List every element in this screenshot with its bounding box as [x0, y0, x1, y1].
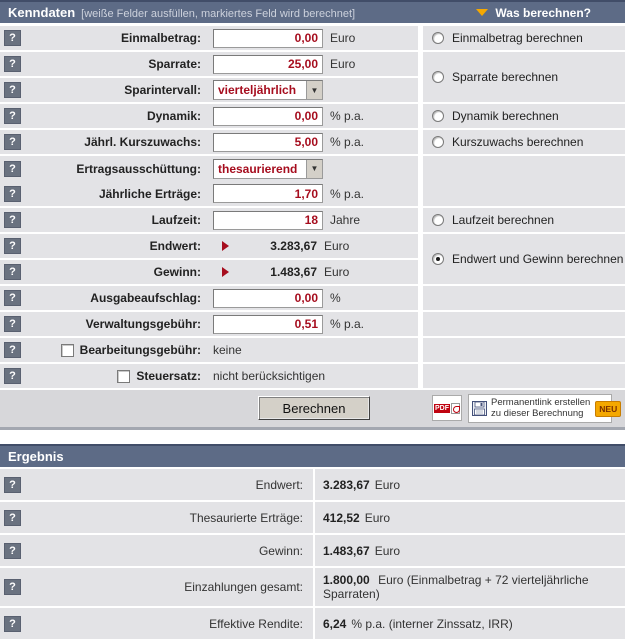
radio-icon[interactable]: [432, 136, 444, 148]
result-einzahlungen-label: Einzahlungen gesamt:: [184, 580, 303, 594]
gewinn-computed-value: 1.483,67: [270, 265, 317, 279]
help-icon[interactable]: ?: [4, 186, 21, 202]
action-bar: [0, 390, 625, 427]
row-jaehrliche-ertraege: [0, 181, 418, 206]
ertragsausschuettung-label: Ertragsausschüttung:: [76, 161, 201, 176]
radio-dynamik-berechnen[interactable]: Dynamik berechnen: [423, 104, 625, 128]
option-endwert-gewinn: [423, 234, 625, 284]
chevron-down-icon: [476, 9, 488, 16]
row-einmalbetrag: [0, 26, 418, 50]
fields-column: [0, 26, 418, 390]
option-spacer: [423, 364, 625, 388]
row-steuersatz: [0, 364, 418, 388]
row-ertragsausschuettung: [0, 156, 418, 181]
laufzeit-input[interactable]: [213, 211, 323, 230]
kenndaten-subtitle: [weiße Felder ausfüllen, markiertes Feld wird berechnet]: [81, 8, 356, 20]
result-thesaurierte-label: Thesaurierte Erträge:: [189, 510, 303, 525]
row-endwert: [0, 234, 418, 258]
help-icon[interactable]: ?: [4, 238, 21, 254]
row-sparintervall: [0, 78, 418, 102]
sparrate-label: Sparrate:: [148, 57, 201, 71]
ertragsausschuettung-selected-value: thesaurierend: [218, 161, 298, 176]
option-spacer: [423, 338, 625, 362]
result-gewinn-value: 1.483,67: [323, 543, 370, 558]
help-icon[interactable]: ?: [4, 342, 21, 358]
berechnen-options-column: [423, 26, 625, 390]
gewinn-label: Gewinn:: [153, 265, 201, 279]
result-row-gewinn: [0, 535, 625, 566]
steuersatz-checkbox[interactable]: [117, 370, 130, 383]
sparrate-unit: Euro: [330, 57, 356, 71]
radio-icon[interactable]: [432, 214, 444, 226]
einmalbetrag-unit: Euro: [330, 31, 356, 45]
section-divider: [0, 427, 625, 430]
pdf-export-button[interactable]: [432, 395, 462, 421]
ergebnis-title: Ergebnis: [8, 449, 64, 464]
help-icon[interactable]: ?: [4, 316, 21, 332]
kurszuwachs-label: Jährl. Kurszuwachs:: [84, 135, 201, 149]
result-row-einzahlungen: [0, 568, 625, 606]
result-rendite-label: Effektive Rendite:: [209, 616, 303, 631]
result-rendite-unit: % p.a. (interner Zinssatz, IRR): [351, 616, 513, 631]
dynamik-label: Dynamik:: [146, 109, 201, 123]
option-spacer: [423, 286, 625, 310]
help-icon[interactable]: ?: [4, 543, 21, 559]
ausgabeaufschlag-label: Ausgabeaufschlag:: [90, 291, 201, 305]
kenndaten-body: [0, 26, 625, 390]
row-verwaltungsgebuehr: [0, 312, 418, 336]
dropdown-arrow-icon[interactable]: ▼: [306, 160, 322, 178]
neu-badge: NEU: [595, 401, 621, 417]
einmalbetrag-input[interactable]: [213, 29, 323, 48]
row-laufzeit: [0, 208, 418, 232]
kurszuwachs-unit: % p.a.: [330, 135, 365, 149]
ausgabeaufschlag-unit: %: [330, 291, 341, 305]
option-kurszuwachs: [423, 130, 625, 154]
steuersatz-label: Steuersatz:: [136, 369, 201, 383]
result-endwert-unit: Euro: [374, 477, 401, 492]
row-kurszuwachs: [0, 130, 418, 154]
radio-endwert-gewinn-berechnen[interactable]: Endwert und Gewinn berechnen: [423, 234, 625, 284]
radio-icon[interactable]: [432, 32, 444, 44]
option-laufzeit: [423, 208, 625, 232]
permanentlink-line2: zu dieser Berechnung: [491, 407, 584, 419]
result-einzahlungen-value: 1.800,00: [323, 573, 370, 587]
sparrate-input[interactable]: [213, 55, 323, 74]
verwaltungsgebuehr-unit: % p.a.: [330, 317, 365, 331]
jaehrliche-ertraege-label: Jährliche Erträge:: [98, 186, 201, 201]
bearbeitungsgebuehr-label: Bearbeitungsgebühr:: [79, 343, 201, 357]
permanentlink-button[interactable]: [468, 394, 618, 423]
help-icon[interactable]: ?: [4, 134, 21, 150]
laufzeit-unit: Jahre: [330, 213, 361, 227]
row-ertraege-group: [0, 156, 418, 206]
result-row-thesaurierte-ertraege: [0, 502, 625, 533]
help-icon[interactable]: ?: [4, 108, 21, 124]
radio-einmalbetrag-berechnen[interactable]: Einmalbetrag berechnen: [423, 26, 625, 50]
option-spacer: [423, 312, 625, 336]
row-sparrate: [0, 52, 418, 76]
help-icon[interactable]: ?: [4, 82, 21, 98]
result-thesaurierte-unit: Euro: [364, 510, 391, 525]
option-sparrate: [423, 52, 625, 102]
radio-kurszuwachs-berechnen[interactable]: Kurszuwachs berechnen: [423, 130, 625, 154]
row-ausgabeaufschlag: [0, 286, 418, 310]
radio-icon[interactable]: [432, 110, 444, 122]
jaehrliche-ertraege-input[interactable]: [213, 184, 323, 203]
was-berechnen-toggle[interactable]: [476, 6, 591, 20]
help-icon[interactable]: ?: [4, 579, 21, 595]
help-icon[interactable]: ?: [4, 212, 21, 228]
result-rendite-value: 6,24: [323, 616, 347, 631]
ergebnis-header: [0, 444, 625, 467]
kenndaten-header: [0, 0, 625, 23]
calculated-marker-icon: [222, 241, 229, 251]
kenndaten-title: Kenndaten: [8, 5, 76, 20]
radio-icon[interactable]: [432, 253, 444, 265]
help-icon[interactable]: ?: [4, 264, 21, 280]
calculated-marker-icon: [222, 267, 229, 277]
was-berechnen-label: Was berechnen?: [495, 5, 591, 20]
einmalbetrag-label: Einmalbetrag:: [120, 31, 201, 45]
help-icon[interactable]: ?: [4, 368, 21, 384]
sparintervall-select[interactable]: [213, 80, 323, 100]
steuersatz-value: nicht berücksichtigen: [213, 369, 326, 383]
help-icon[interactable]: ?: [4, 616, 21, 632]
result-einzahlungen-unit: Euro (Einmalbetrag + 72 vierteljährliche Sparraten): [323, 573, 589, 601]
pdf-icon: PDF: [435, 404, 449, 412]
ausgabeaufschlag-input[interactable]: [213, 289, 323, 308]
jaehrliche-ertraege-unit: % p.a.: [330, 186, 365, 201]
result-gewinn-label: Gewinn:: [258, 543, 303, 558]
row-gewinn: [0, 260, 418, 284]
ertragsausschuettung-select[interactable]: [213, 159, 323, 179]
radio-icon[interactable]: [432, 71, 444, 83]
verwaltungsgebuehr-input[interactable]: [213, 315, 323, 334]
dynamik-unit: % p.a.: [330, 109, 365, 123]
sparintervall-selected-value: vierteljährlich: [218, 83, 297, 97]
sparintervall-label: Sparintervall:: [124, 83, 201, 97]
option-spacer: [423, 156, 625, 206]
bearbeitungsgebuehr-checkbox[interactable]: [61, 344, 74, 357]
save-disk-icon: [472, 401, 487, 416]
endwert-computed-value: 3.283,67: [270, 239, 317, 253]
help-icon[interactable]: ?: [4, 56, 21, 72]
gewinn-unit: Euro: [324, 265, 350, 279]
bearbeitungsgebuehr-value: keine: [213, 343, 242, 357]
result-endwert-label: Endwert:: [255, 477, 303, 492]
permanentlink-line1: Permanentlink erstellen: [491, 396, 591, 408]
endwert-unit: Euro: [324, 239, 350, 253]
help-icon[interactable]: ?: [4, 30, 21, 46]
result-row-endwert: [0, 469, 625, 500]
kurszuwachs-input[interactable]: [213, 133, 323, 152]
berechnen-button[interactable]: Berechnen: [258, 396, 370, 420]
endwert-label: Endwert:: [149, 239, 201, 253]
result-thesaurierte-value: 412,52: [323, 510, 360, 525]
radio-sparrate-berechnen[interactable]: Sparrate berechnen: [423, 52, 625, 102]
option-dynamik: [423, 104, 625, 128]
help-icon[interactable]: ?: [4, 161, 21, 177]
ergebnis-section: [0, 444, 625, 639]
option-einmalbetrag: [423, 26, 625, 50]
verwaltungsgebuehr-label: Verwaltungsgebühr:: [85, 317, 201, 331]
dropdown-arrow-icon[interactable]: ▼: [306, 81, 322, 99]
result-endwert-value: 3.283,67: [323, 477, 370, 492]
row-dynamik: [0, 104, 418, 128]
help-icon[interactable]: ?: [4, 477, 21, 493]
laufzeit-label: Laufzeit:: [151, 213, 201, 227]
result-gewinn-unit: Euro: [374, 543, 401, 558]
result-row-effektive-rendite: [0, 608, 625, 639]
row-bearbeitungsgebuehr: [0, 338, 418, 362]
help-icon[interactable]: ?: [4, 290, 21, 306]
dynamik-input[interactable]: [213, 107, 323, 126]
radio-laufzeit-berechnen[interactable]: Laufzeit berechnen: [423, 208, 625, 232]
help-icon[interactable]: ?: [4, 510, 21, 526]
pdf-page-icon: [451, 403, 460, 414]
